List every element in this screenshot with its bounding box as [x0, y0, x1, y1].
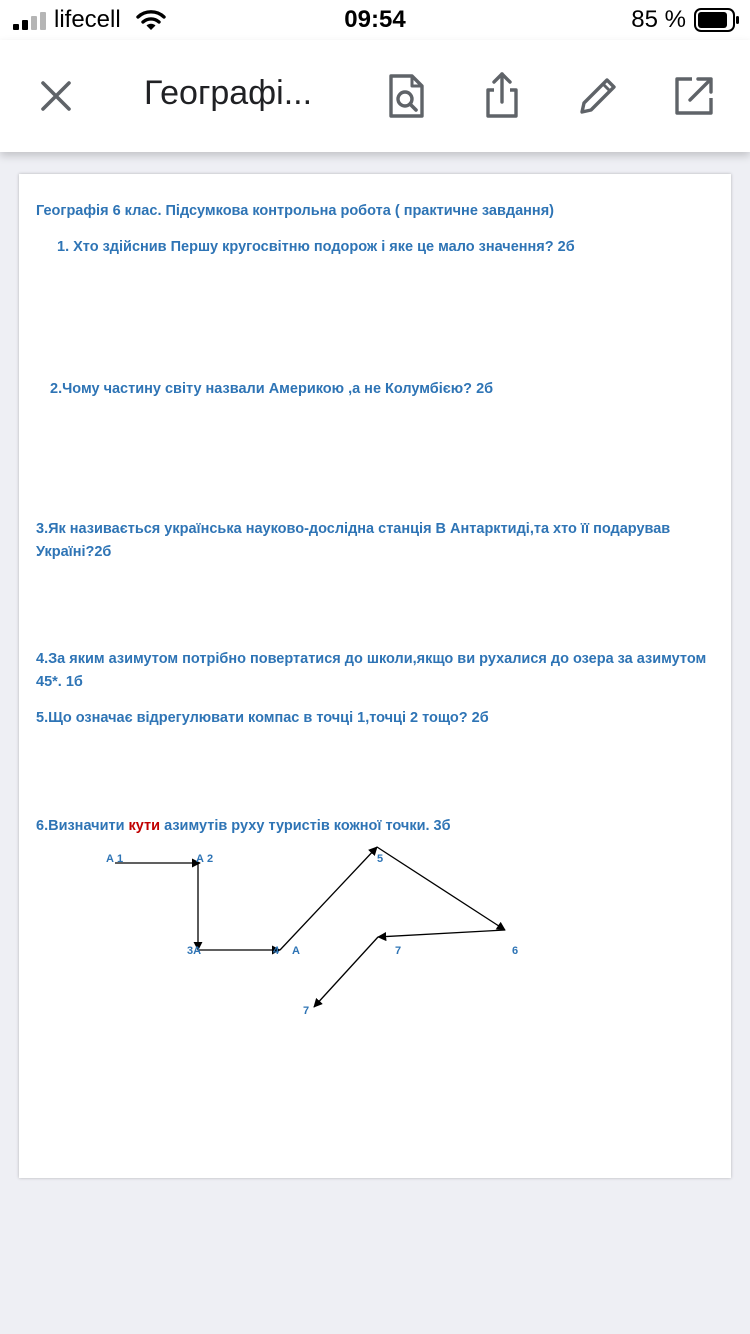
- share-button[interactable]: [474, 68, 530, 124]
- point-label-3: 3А: [187, 945, 202, 957]
- share-icon: [474, 68, 530, 124]
- edit-button[interactable]: [570, 68, 626, 124]
- route-segment-7-end: [314, 937, 378, 1007]
- status-bar: [0, 0, 750, 40]
- point-label-4: 4: [273, 945, 280, 957]
- point-label-7-right: 7: [395, 945, 402, 957]
- carrier-name: lifecell: [54, 6, 121, 33]
- open-in-app-button[interactable]: [666, 68, 722, 124]
- point-label-6: 6: [512, 945, 519, 957]
- open-external-icon: [666, 68, 722, 124]
- battery-percent: 85 %: [631, 6, 686, 33]
- point-label-5: 5: [377, 853, 384, 865]
- route-segment-5-6: [377, 847, 505, 930]
- document-title: Географі...: [144, 74, 313, 112]
- route-segment-6-7: [378, 930, 505, 937]
- point-label-a2: А 2: [196, 853, 214, 865]
- point-label-a1: А 1: [106, 853, 124, 865]
- question-6-suffix: азимутів руху туристів кожної точки. 3б: [160, 818, 451, 834]
- question-6-highlight: кути: [128, 818, 161, 834]
- viewer-toolbar: [0, 40, 750, 152]
- question-4: 4.За яким азимутом потрібно повертатися до школи,якщо ви рухалися до озера за азимутом 45*. 1б: [36, 651, 707, 690]
- pencil-icon: [570, 68, 626, 124]
- close-icon: [28, 68, 84, 124]
- question-1: 1. Хто здійснив Першу кругосвітню подорож і яке це мало значення? 2б: [57, 239, 575, 255]
- question-3: 3.Як називається українська науково-дослідна станція В Антарктиді,та хто її подарував Україні?2б: [36, 521, 671, 560]
- clock: 09:54: [344, 6, 406, 33]
- document-page[interactable]: [19, 174, 731, 1178]
- close-button[interactable]: [28, 68, 84, 124]
- azimuth-route-diagram: [19, 834, 731, 1034]
- question-5: 5.Що означає відрегулювати компас в точці 1,точці 2 тощо? 2б: [36, 710, 489, 726]
- question-6-prefix: 6.Визначити: [36, 818, 129, 834]
- worksheet-title: Географія 6 клас. Підсумкова контрольна робота ( практичне завдання): [36, 203, 554, 219]
- document-search-icon: [378, 68, 434, 124]
- point-label-a: А: [292, 945, 300, 957]
- question-2: 2.Чому частину світу назвали Америкою ,а не Колумбією? 2б: [50, 381, 494, 397]
- battery-icon: [694, 8, 740, 32]
- find-in-document-button[interactable]: [378, 68, 434, 124]
- route-segment-4-5: [280, 847, 377, 950]
- point-label-7-bottom: 7: [303, 1005, 310, 1017]
